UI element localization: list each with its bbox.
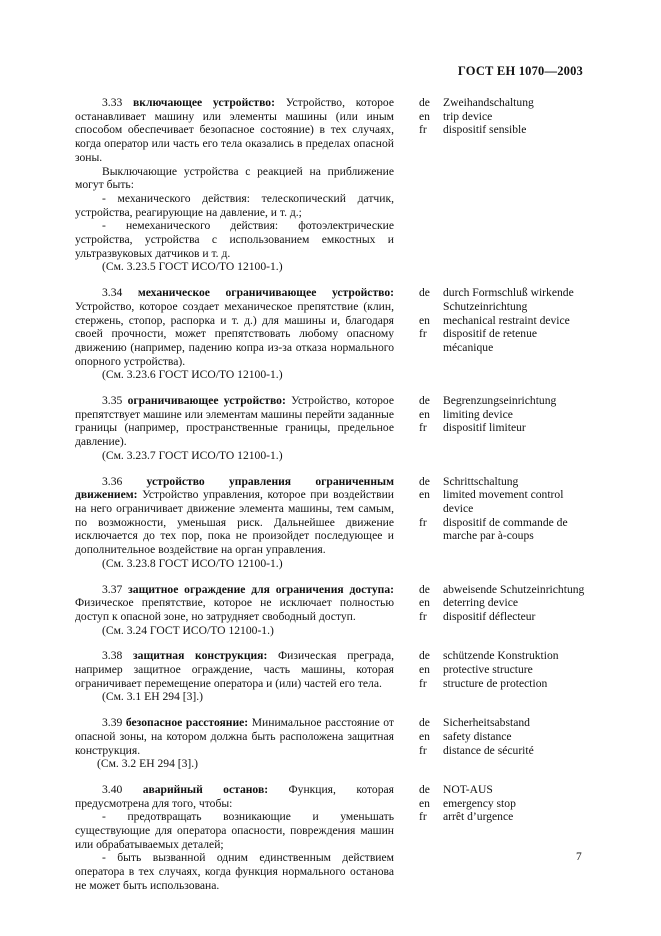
definition-text: Минимальное расстояние от опасной зоны, на котором должна быть расположена защитная конструкция. <box>75 716 394 757</box>
translation-row <box>419 596 589 610</box>
term-definition-ru <box>75 716 394 771</box>
translated-term: Sicherheitsabstand <box>443 716 530 730</box>
translation-row <box>419 610 589 624</box>
term-entry <box>75 286 585 382</box>
definition-text: Устройство, которое останавливает машину или элементы машины (или иным способом обеспечивает безопасное состояние) в тех случаях, когда оператор или часть его тела оказались в пределах опасной зоны. <box>75 96 394 164</box>
definition-paragraph <box>75 649 394 690</box>
term-definition-ru <box>75 96 394 274</box>
definition-text: Устройство, которое препятствует машине или элементам машины перейти заданные границы (например, пространственные границы, предельное давление). <box>75 394 394 449</box>
term-name: механическое ограничивающее устройство: <box>137 286 394 300</box>
term-name: аварийный останов: <box>142 782 269 796</box>
term-number: 3.34 <box>102 286 123 300</box>
translated-term: distance de sécurité <box>443 743 534 757</box>
term-definition-ru <box>75 783 394 893</box>
translated-term: dispositif limiteur <box>443 421 526 435</box>
term-definition-ru <box>75 475 394 571</box>
language-code: de <box>419 782 430 796</box>
term-name: ограничивающее устройство: <box>127 394 286 408</box>
definition-paragraph <box>75 394 394 449</box>
definition-text: Функция, которая предусмотрена для того, чтобы: <box>75 782 394 810</box>
reference-note: (См. 3.23.5 ГОСТ ИСО/ТО 12100-1.) <box>102 260 283 274</box>
translated-term: dispositif de retenue mécanique <box>443 327 538 354</box>
language-code: de <box>419 96 430 109</box>
translated-term: abweisende Schutzeinrichtung <box>443 582 585 596</box>
term-translations <box>419 286 589 355</box>
language-code: en <box>419 407 430 421</box>
language-code: de <box>419 394 430 408</box>
translated-term: safety distance <box>443 729 512 743</box>
term-definition-ru <box>75 286 394 382</box>
language-code: de <box>419 582 430 596</box>
definition-paragraph <box>75 286 394 368</box>
translation-row <box>419 421 589 435</box>
definition-paragraph <box>75 583 394 624</box>
definition-text: Устройство, которое создает механическое препятствие (клин, стержень, стопор, распорка и т. д.) для машины и, благодаря своей прочности, может препятствовать любому опасному движению (например, падению копра из-за отказа нормального опорного устройства). <box>75 299 394 368</box>
definition-list-item: - немеханического действия: фотоэлектрические устройства, устройства с использованием емкостных и ультразвуковых датчиков и т. д. <box>75 219 394 260</box>
translated-term: dispositif déflecteur <box>443 609 536 623</box>
definition-paragraph <box>75 783 394 810</box>
term-entry <box>75 649 585 704</box>
language-code: fr <box>419 609 427 623</box>
term-name: защитная конструкция: <box>133 649 268 663</box>
translated-term: structure de protection <box>443 676 548 690</box>
translated-term: arrêt d’urgence <box>443 810 514 824</box>
translated-term: NOT-AUS <box>443 782 493 796</box>
translated-term: dispositif sensible <box>443 123 527 137</box>
translated-term: Schrittschaltung <box>443 474 519 488</box>
language-code: en <box>419 729 430 743</box>
definition-list-item: - механического действия: телескопический датчик, устройства, реагирующие на давление, и т. д.; <box>75 191 394 219</box>
term-translations <box>419 96 589 137</box>
language-code: de <box>419 716 430 730</box>
translation-row <box>419 744 589 758</box>
language-code: fr <box>419 810 427 824</box>
language-code: fr <box>419 123 427 137</box>
language-code: en <box>419 596 430 610</box>
language-code: fr <box>419 676 427 690</box>
translation-row <box>419 516 589 543</box>
translated-term: dispositif de commande de marche par à-coups <box>443 515 568 543</box>
translation-row <box>419 327 589 354</box>
term-translations <box>419 475 589 544</box>
language-code: fr <box>419 421 427 435</box>
term-number: 3.40 <box>102 782 123 796</box>
translation-row <box>419 110 589 124</box>
definition-paragraph <box>75 716 394 757</box>
translation-row <box>419 123 589 137</box>
term-number: 3.39 <box>102 716 123 730</box>
standard-code: ГОСТ ЕН 1070—2003 <box>457 64 583 78</box>
language-code: fr <box>419 515 427 529</box>
definition-text: Физическая преграда, например защитное ограждение, часть машины, которая ограничивает перемещение оператора и (или) частей его тела. <box>75 649 394 690</box>
translation-row <box>419 488 589 515</box>
reference-note: (См. 3.24 ГОСТ ИСО/ТО 12100-1.) <box>102 623 274 637</box>
reference-note: (См. 3.23.7 ГОСТ ИСО/ТО 12100-1.) <box>102 448 283 462</box>
translation-row <box>419 583 589 597</box>
language-code: en <box>419 796 430 810</box>
translation-row <box>419 286 589 313</box>
translation-row <box>419 408 589 422</box>
definition-paragraph <box>75 96 394 165</box>
translation-row <box>419 649 589 663</box>
term-entry <box>75 716 585 771</box>
term-definition-ru <box>75 583 394 638</box>
language-code: en <box>419 313 430 327</box>
translated-term: trip device <box>443 109 493 123</box>
translation-row <box>419 663 589 677</box>
translation-row <box>419 783 589 797</box>
reference-note: (См. 3.2 ЕН 294 [3].) <box>97 757 199 771</box>
translation-row <box>419 677 589 691</box>
translated-term: emergency stop <box>443 796 516 810</box>
definition-paragraph <box>75 475 394 557</box>
translated-term: Zweihandschaltung <box>443 96 534 109</box>
language-code: en <box>419 488 430 502</box>
term-number: 3.37 <box>102 582 123 596</box>
translation-row <box>419 810 589 824</box>
term-entry <box>75 475 585 571</box>
page-number: 7 <box>576 851 582 863</box>
term-entry <box>75 783 585 893</box>
translation-row <box>419 475 589 489</box>
term-number: 3.38 <box>102 649 123 663</box>
translated-term: limiting device <box>443 407 513 421</box>
term-translations <box>419 583 589 624</box>
reference-note: (См. 3.1 ЕН 294 [3].) <box>102 690 204 704</box>
term-name: включающее устройство: <box>133 96 275 109</box>
reference-note: (См. 3.23.8 ГОСТ ИСО/ТО 12100-1.) <box>102 556 283 570</box>
translation-row <box>419 394 589 408</box>
term-name: устройство управления ограниченным движением: <box>75 474 394 502</box>
translated-term: Begrenzungseinrichtung <box>443 394 557 408</box>
term-translations <box>419 394 589 435</box>
term-entry <box>75 96 585 274</box>
language-code: fr <box>419 743 427 757</box>
term-name: безопасное расстояние: <box>125 716 249 730</box>
translation-row <box>419 716 589 730</box>
term-translations <box>419 716 589 757</box>
term-translations <box>419 649 589 690</box>
translated-term: limited movement control device <box>443 488 564 515</box>
translation-row <box>419 797 589 811</box>
language-code: en <box>419 109 430 123</box>
terms-list <box>75 96 585 905</box>
definition-list-item: - предотвращать возникающие и уменьшать существующие для оператора опасности, повреждения машин или обрабатываемых деталей; <box>75 810 394 851</box>
term-entry <box>75 394 585 463</box>
definition-text: Устройство управления, которое при воздействии на него ограничивает движение элемента машины, тем самым, по возможности, уменьшая риск. Дальнейшее движение исключается до тех пор, пока не произойдет последующее и дополнительное воздействие на орган управления. <box>75 488 394 557</box>
translated-term: mechanical restraint device <box>443 313 570 327</box>
translation-row <box>419 730 589 744</box>
translated-term: protective structure <box>443 663 533 677</box>
term-number: 3.36 <box>102 474 123 488</box>
term-translations <box>419 783 589 824</box>
translation-row <box>419 96 589 110</box>
term-number: 3.33 <box>102 96 123 109</box>
language-code: en <box>419 663 430 677</box>
language-code: fr <box>419 327 427 341</box>
term-definition-ru <box>75 394 394 463</box>
term-number: 3.35 <box>102 394 123 408</box>
translated-term: durch Formschluß wirkende Schutzeinrichtung <box>443 286 574 313</box>
term-entry <box>75 583 585 638</box>
language-code: de <box>419 286 430 300</box>
term-name: защитное ограждение для ограничения доступа: <box>128 582 394 596</box>
translated-term: deterring device <box>443 596 518 610</box>
definition-text: Физическое препятствие, которое не исключает полностью доступ к опасной зоне, но затрудняет свободный доступ. <box>75 596 394 623</box>
translation-row <box>419 314 589 328</box>
term-definition-ru <box>75 649 394 704</box>
language-code: de <box>419 474 430 488</box>
definition-list-item: - быть вызванной одним единственным действием оператора в тех случаях, когда функция нормального останова не может быть использована. <box>75 851 394 892</box>
translated-term: schützende Konstruktion <box>443 649 559 663</box>
reference-note: (См. 3.23.6 ГОСТ ИСО/ТО 12100-1.) <box>102 368 283 382</box>
definition-paragraph: Выключающие устройства с реакцией на приближение могут быть: <box>75 164 394 192</box>
language-code: de <box>419 649 430 663</box>
